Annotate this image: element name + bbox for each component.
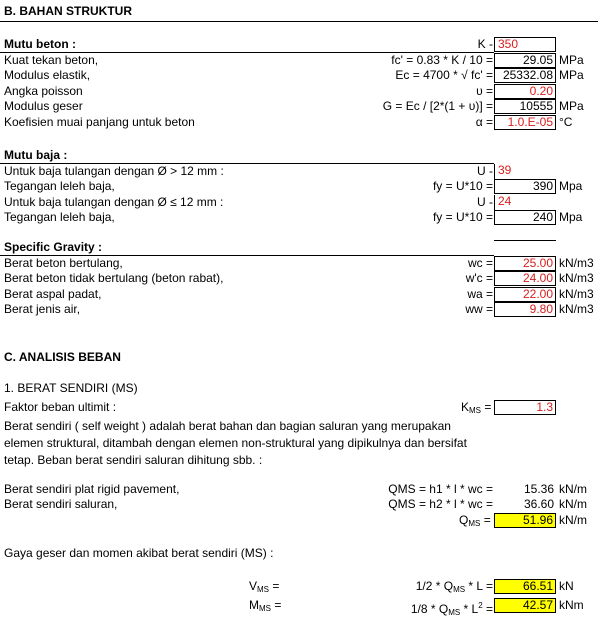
baja-heading-row xyxy=(0,148,600,163)
beton-row xyxy=(0,53,600,68)
gravity-row-unit: kN/m3 xyxy=(559,271,594,285)
k-ms-value-cell[interactable]: 1.3 xyxy=(494,400,556,415)
baja-row-label: Tegangan leleh baja, xyxy=(4,179,115,193)
gravity-heading-row xyxy=(0,240,600,255)
baja-row-unit: Mpa xyxy=(559,179,583,193)
beton-row-unit: °C xyxy=(559,115,573,129)
baja-row xyxy=(0,164,600,179)
baja-row-label: Untuk baja tulangan dengan Ø ≤ 12 mm : xyxy=(4,195,224,209)
gravity-row-value-cell[interactable]: 22.00 xyxy=(494,287,556,302)
section-c-header xyxy=(0,350,600,365)
qms-unit: kN/m xyxy=(559,513,587,527)
baja-row-formula: fy = U*10 = xyxy=(432,210,493,224)
plat-label: Berat sendiri plat rigid pavement, xyxy=(4,482,180,496)
beton-row xyxy=(0,115,600,130)
beton-row-value-cell[interactable]: 1.0.E-05 xyxy=(494,115,556,130)
m-ms-unit: kNm xyxy=(559,598,584,612)
gravity-row-value-cell[interactable]: 24.00 xyxy=(494,271,556,286)
para-text-2: elemen struktural, ditambah dengan elemen non-struktural yang dipikulnya dan bersifat xyxy=(4,436,467,450)
baja-row xyxy=(0,179,600,194)
plat-value[interactable]: 15.36 xyxy=(523,482,554,496)
k-ms-row xyxy=(0,400,600,415)
gravity-row-label: Berat beton tidak bertulang (beton rabat), xyxy=(4,271,224,285)
section-b-title: B. BAHAN STRUKTUR xyxy=(4,4,132,18)
beton-row-formula: fc' = 0.83 * K / 10 = xyxy=(391,53,493,67)
beton-row-unit: MPa xyxy=(559,68,584,82)
v-ms-symbol: $V_{MS}$ = xyxy=(249,579,280,594)
m-ms-row xyxy=(0,598,600,617)
beton-row-label: Koefisien muai panjang untuk beton xyxy=(4,115,195,129)
gravity-row-unit: kN/m3 xyxy=(559,287,594,301)
section-c-title: C. ANALISIS BEBAN xyxy=(4,350,121,364)
qms-value-cell[interactable]: 51.96 xyxy=(494,513,556,528)
para-text-3: tetap. Beban berat sendiri saluran dihitung sbb. : xyxy=(4,453,263,467)
gravity-row-value-cell[interactable]: 9.80 xyxy=(494,302,556,317)
baja-row xyxy=(0,210,600,225)
gravity-row xyxy=(0,271,600,286)
baja-row xyxy=(0,195,600,210)
qms-row xyxy=(0,513,600,528)
baja-fy-value-cell[interactable]: 390 xyxy=(494,179,556,194)
gravity-row xyxy=(0,256,600,271)
v-ms-row xyxy=(0,579,600,594)
beton-row-formula: υ = xyxy=(476,84,493,98)
saluran-label: Berat sendiri saluran, xyxy=(4,497,118,511)
beton-row-value-cell[interactable]: 10555 xyxy=(494,99,556,114)
sub1-title: 1. BERAT SENDIRI (MS) xyxy=(4,381,138,395)
beton-row xyxy=(0,68,600,83)
v-ms-formula: $1/2 * Q_{MS}$ * L = xyxy=(415,579,493,594)
k-value-cell[interactable]: 350 xyxy=(494,37,556,52)
gravity-row-label: Berat jenis air, xyxy=(4,302,81,316)
baja-row-label: Tegangan leleh baja, xyxy=(4,210,115,224)
saluran-row xyxy=(0,497,600,512)
section-b-rule xyxy=(0,21,598,22)
baja-row-formula: U - xyxy=(477,195,493,209)
gravity-row-label: Berat aspal padat, xyxy=(4,287,102,301)
m-ms-value-cell[interactable]: 42.57 xyxy=(494,598,556,613)
beton-row-label: Angka poisson xyxy=(4,84,83,98)
gravity-row-formula: wc = xyxy=(467,256,493,270)
gravity-row-formula: w'c = xyxy=(465,271,493,285)
gravity-heading: Specific Gravity : xyxy=(4,240,103,254)
sub1-row xyxy=(0,381,600,396)
baja-row-unit: Mpa xyxy=(559,210,583,224)
beton-row xyxy=(0,84,600,99)
gravity-row-value-cell[interactable]: 25.00 xyxy=(494,256,556,271)
baja-row-formula: fy = U*10 = xyxy=(432,179,493,193)
gravity-row-unit: kN/m3 xyxy=(559,256,594,270)
gaya-row xyxy=(0,546,600,561)
section-b-header xyxy=(0,4,600,19)
beton-row-formula: G = Ec / [2*(1 + υ)] = xyxy=(382,99,493,113)
plat-row xyxy=(0,482,600,497)
para-line-3 xyxy=(0,453,600,468)
beton-row-value-cell[interactable]: 29.05 xyxy=(494,53,556,68)
baja-u-value-cell[interactable]: 39 xyxy=(494,164,556,179)
gravity-row-formula: ww = xyxy=(465,302,493,316)
baja-heading: Mutu baja : xyxy=(4,148,68,162)
baja-row-formula: U - xyxy=(477,164,493,178)
plat-formula: QMS = h1 * l * wc = xyxy=(388,482,493,496)
m-ms-formula: $1/8 * Q_{MS} * L^2$ = xyxy=(410,601,493,617)
beton-row-value-cell[interactable]: 25332.08 xyxy=(494,68,556,83)
gravity-row-unit: kN/m3 xyxy=(559,302,594,316)
k-ms-symbol: $K_{MS}$ = xyxy=(461,400,492,415)
gravity-row-formula: wa = xyxy=(467,287,493,301)
gaya-text: Gaya geser dan momen akibat berat sendiri (MS) : xyxy=(4,546,274,560)
baja-u-value-cell[interactable]: 24 xyxy=(494,195,556,210)
para-text-1: Berat sendiri ( self weight ) adalah berat bahan dan bagian saluran yang merupakan xyxy=(4,419,451,433)
gravity-row-label: Berat beton bertulang, xyxy=(4,256,123,270)
gravity-row xyxy=(0,302,600,317)
beton-row-formula: Ec = 4700 * √ fc' = xyxy=(395,68,493,82)
saluran-unit: kN/m xyxy=(559,497,587,511)
k-label: K - xyxy=(477,37,493,51)
baja-row-label: Untuk baja tulangan dengan Ø > 12 mm : xyxy=(4,164,224,178)
gravity-row xyxy=(0,287,600,302)
beton-row-label: Modulus elastik, xyxy=(4,68,91,82)
beton-heading: Mutu beton : xyxy=(4,37,76,51)
para-line-2 xyxy=(0,436,600,451)
beton-row-label: Kuat tekan beton, xyxy=(4,53,99,67)
saluran-formula: QMS = h2 * l * wc = xyxy=(388,497,493,511)
beton-row-value-cell[interactable]: 0.20 xyxy=(494,84,556,99)
baja-fy-value-cell[interactable]: 240 xyxy=(494,210,556,225)
beton-row-formula: α = xyxy=(475,115,493,129)
qms-symbol: $Q_{MS}$ = xyxy=(459,513,491,528)
beton-row-unit: MPa xyxy=(559,53,584,67)
v-ms-value-cell[interactable]: 66.51 xyxy=(494,579,556,594)
plat-unit: kN/m xyxy=(559,482,587,496)
beton-row-label: Modulus geser xyxy=(4,99,83,113)
v-ms-unit: kN xyxy=(559,579,574,593)
m-ms-symbol: $M_{MS}$ = xyxy=(249,598,282,613)
saluran-value[interactable]: 36.60 xyxy=(523,497,554,511)
beton-row-unit: MPa xyxy=(559,99,584,113)
faktor-label: Faktor beban ultimit : xyxy=(4,400,117,414)
para-line-1 xyxy=(0,419,600,434)
beton-row xyxy=(0,99,600,114)
beton-heading-row xyxy=(0,37,600,52)
